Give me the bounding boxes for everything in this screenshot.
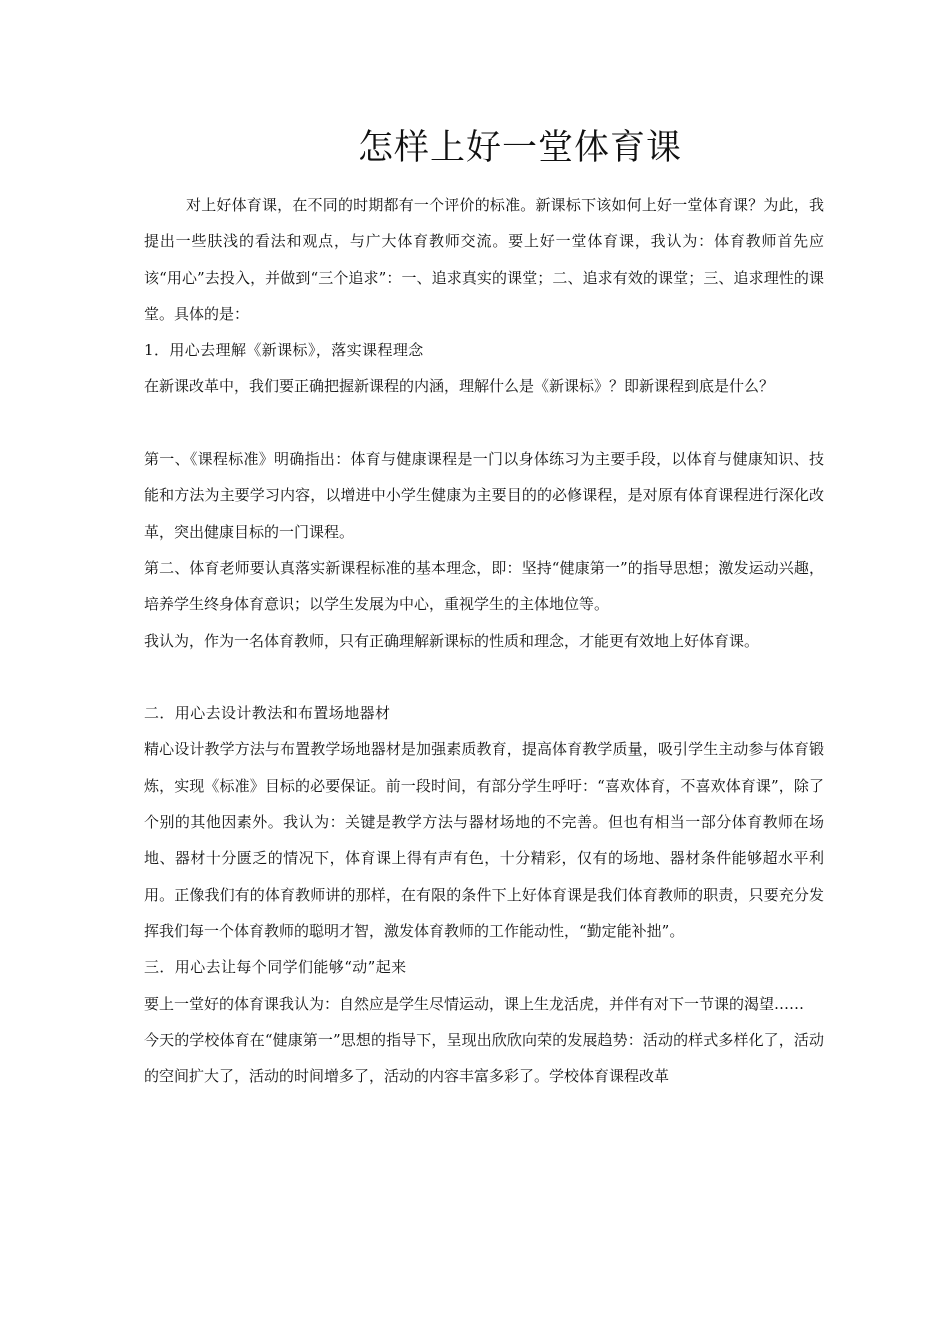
blank-line <box>144 659 824 695</box>
document-body <box>144 187 824 1094</box>
paragraph: 第二、体育老师要认真落实新课程标准的基本理念，即：坚持“健康第一”的指导思想；激发运动兴趣，培养学生终身体育意识；以学生发展为中心，重视学生的主体地位等。 <box>144 558 824 614</box>
blank-line <box>144 405 824 441</box>
intro-paragraph: 对上好体育课，在不同的时期都有一个评价的标准。新课标下该如何上好一堂体育课？为此，我提出一些肤浅的看法和观点，与广大体育教师交流。要上好一堂体育课，我认为：体育教师首先应该“用心”去投入，并做到“三个追求”：一、追求真实的课堂；二、追求有效的课堂；三、追求理性的课堂。具体的是： <box>144 196 824 323</box>
paragraph: 今天的学校体育在“健康第一”思想的指导下，呈现出欣欣向荣的发展趋势：活动的样式多样化了，活动的空间扩大了，活动的时间增多了，活动的内容丰富多彩了。学校体育课程改革 <box>144 1030 824 1086</box>
paragraph: 我认为，作为一名体育教师，只有正确理解新课标的性质和理念，才能更有效地上好体育课。 <box>144 631 760 650</box>
paragraph: 要上一堂好的体育课我认为：自然应是学生尽情运动，课上生龙活虎，并伴有对下一节课的渴望…… <box>144 994 805 1013</box>
paragraph: 第一、《课程标准》明确指出：体育与健康课程是一门以身体练习为主要手段，以体育与健康知识、技能和方法为主要学习内容，以增进中小学生健康为主要目的的必修课程，是对原有体育课程进行深化改革，突出健康目标的一门课程。 <box>144 450 824 541</box>
paragraph: 在新课改革中，我们要正确把握新课程的内涵，理解什么是《新课标》？即新课程到底是什么？ <box>144 377 775 396</box>
paragraph: 精心设计教学方法与布置教学场地器材是加强素质教育，提高体育教学质量，吸引学生主动参与体育锻炼，实现《标准》目标的必要保证。前一段时间，有部分学生呼吁：“喜欢体育，不喜欢体育课”，除了个别的其他因素外。我认为：关键是教学方法与器材场地的不完善。但也有相当一部分体育教师在场地、器材十分匮乏的情况下，体育课上得有声有色，十分精彩，仅有的场地、器材条件能够超水平利用。正像我们有的体育教师讲的那样，在有限的条件下上好体育课是我们体育教师的职责，只要充分发挥我们每一个体育教师的聪明才智，激发体育教师的工作能动性，“勤定能补拙”。 <box>144 740 824 940</box>
document-title: 怎样上好一堂体育课 <box>357 128 682 168</box>
section-heading-1: 1．用心去理解《新课标》，落实课程理念 <box>144 341 424 360</box>
section-heading-2: 二．用心去设计教法和布置场地器材 <box>144 704 391 723</box>
section-heading-3: 三．用心去让每个同学们能够“动”起来 <box>144 958 407 977</box>
